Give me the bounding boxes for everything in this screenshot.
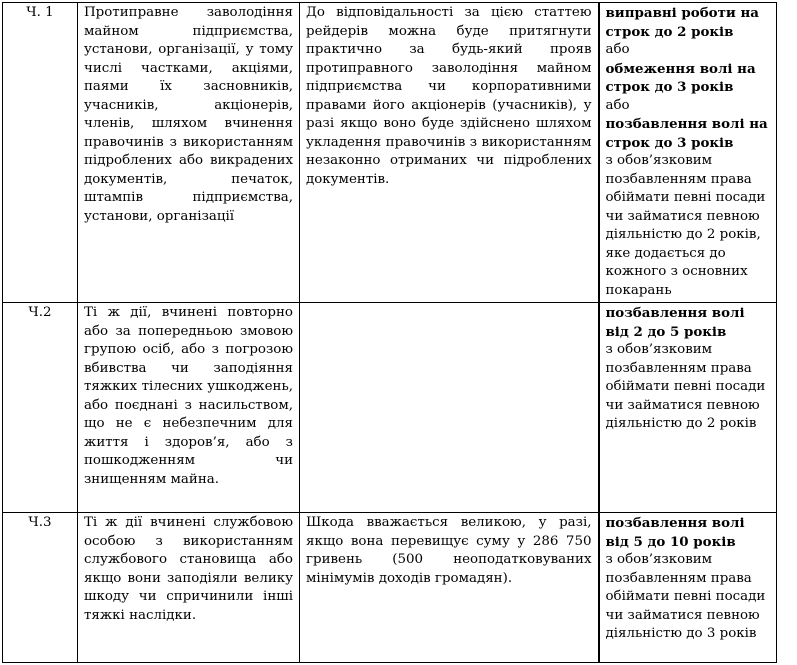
penalty-line: позбавлення волі від 5 до 10 років (605, 515, 745, 550)
penalty-line: позбавлення волі від 2 до 5 років (605, 305, 745, 340)
penalty-line: виправні роботи на строк до 2 років (605, 5, 759, 40)
penalty-line: з обов’язковим позбавленням права обіймати певні посади чи займатися певною діяльністю до 3 років (605, 552, 766, 641)
article-table (2, 2, 777, 663)
part-number: Ч. 1 (3, 3, 78, 303)
offense-description: Ті ж дії вчинені службовою особою з використанням службового становища або якщо вони заподіяли велику шкоду чи спричинили інші тяжкі наслідки. (78, 513, 300, 663)
part-number: Ч.3 (3, 513, 78, 663)
commentary: До відповідальності за цією статтею рейдерів можна буде притягнути практично за будь-який прояв протиправного заволодіння майном підприємства чи корпоративними правами його акціонерів (учасників), у разі якщо воно буде здійснено шляхом укладення правочинів з використанням незаконно отриманих чи підроблених документів. (300, 3, 599, 303)
commentary: Шкода вважається великою, у разі, якщо вона перевищує суму у 286 750 гривень (500 неоподатковуваних мінімумів доходів громадян). (300, 513, 599, 663)
penalty-line: або (605, 42, 630, 57)
offense-description: Протиправне заволодіння майном підприємства, установи, організації, у тому числі частками, акціями, паями їх засновників, учасників, акціонерів, членів, шляхом вчинення правочинів з використанням підроблених або викрадених документів, печаток, штампів підприємства, установи, організації (78, 3, 300, 303)
table-row (3, 303, 777, 513)
offense-description: Ті ж дії, вчинені повторно або за попередньою змовою групою осіб, або з погрозою вбивства чи заподіяння тяжких тілесних ушкоджень, або поєднані з насильством, що не є небезпечним для життя і здоров’я, або з пошкодженням чи знищенням майна. (78, 303, 300, 513)
penalty-cell (599, 303, 777, 513)
penalty-line: обмеження волі на строк до 3 років (605, 60, 756, 95)
penalty-line: позбавлення волі на строк до 3 років (605, 116, 768, 151)
penalty-line: або (605, 97, 630, 113)
penalty-cell (599, 513, 777, 663)
commentary (300, 303, 599, 513)
penalty-line: з обов’язковим позбавленням права обіймати певні посади чи займатися певною діяльністю до 2 років (605, 342, 766, 431)
penalty-line: з обов’язковим позбавленням права обіймати певні посади чи займатися певною діяльністю до 2 років, яке додається до кожного з основних покарань (605, 153, 766, 298)
part-number: Ч.2 (3, 303, 78, 513)
table-row (3, 3, 777, 303)
penalty-cell (599, 3, 777, 303)
table-row (3, 513, 777, 663)
